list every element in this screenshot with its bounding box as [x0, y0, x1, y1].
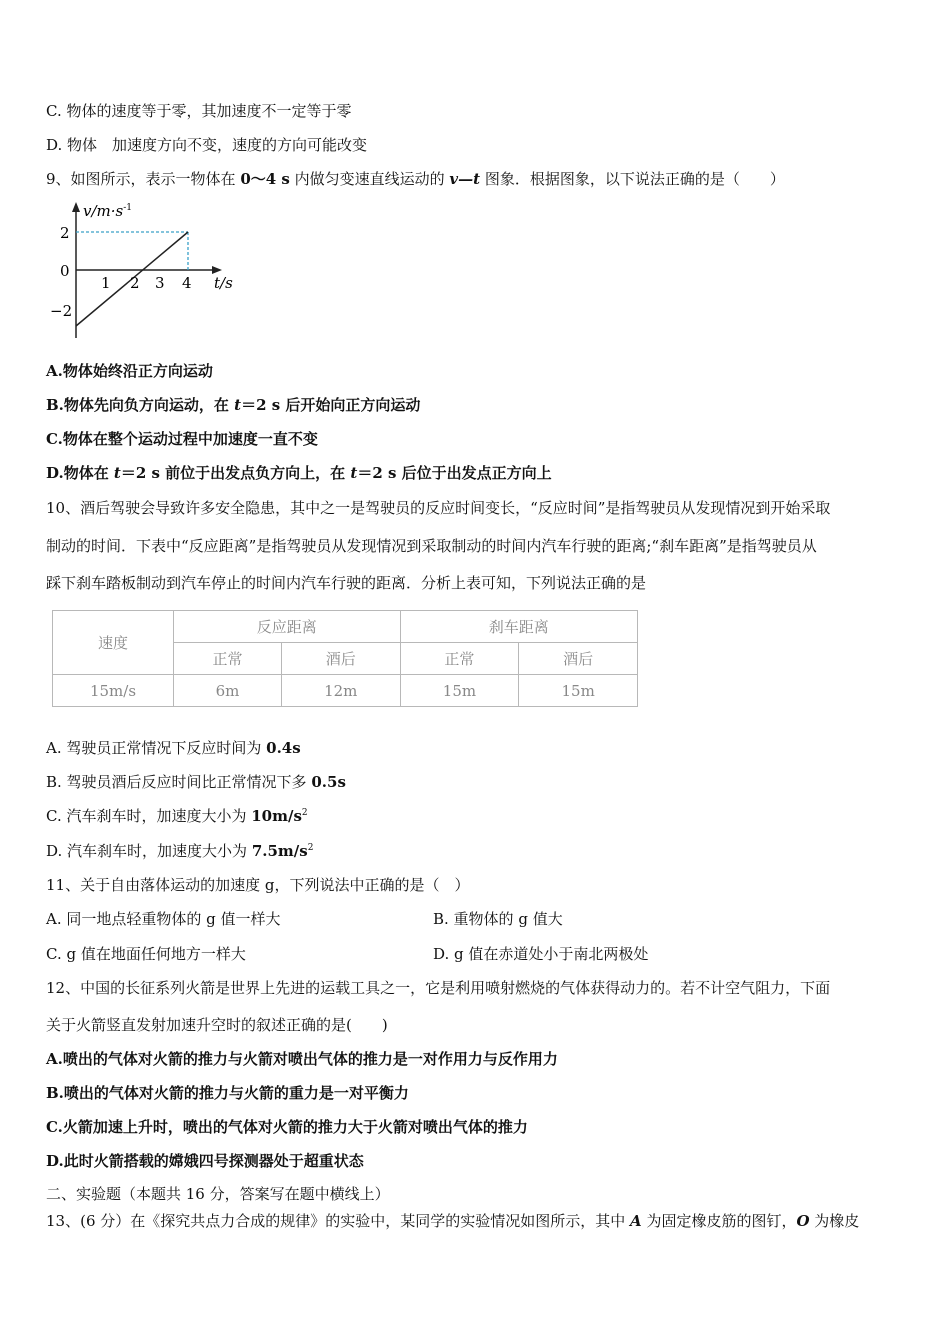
q10-stem-line3: 踩下刹车踏板制动到汽车停止的时间内汽车行驶的距离．分析上表可知，下列说法正确的是: [46, 574, 647, 592]
q11-option-c: C. g 值在地面任何地方一样大: [46, 945, 246, 963]
q10-option-a: [46, 738, 301, 758]
q10-option-c-value: 10m/s: [251, 807, 302, 825]
q13-stem-part: 为橡皮: [809, 1212, 860, 1230]
table-cell: 15m/s: [53, 675, 174, 707]
q9-option-d-part: D.物体在: [46, 464, 114, 482]
q11-option-d: D. g 值在赤道处小于南北两极处: [433, 945, 649, 963]
table-cell: 6m: [174, 675, 282, 707]
th-normal: 正常: [174, 643, 282, 675]
th-normal: 正常: [400, 643, 519, 675]
y-tick-2: 2: [60, 224, 70, 242]
th-braking-distance: 刹车距离: [400, 611, 637, 643]
q9-stem-vt: v—t: [449, 170, 481, 188]
q9-option-c: C.物体在整个运动过程中加速度一直不变: [46, 430, 318, 448]
q8-option-c: C. 物体的速度等于零，其加速度不一定等于零: [46, 102, 352, 120]
q9-stem-part: 图象．根据图象，以下说法正确的是（ ）: [480, 170, 785, 188]
q12-stem-line2: 关于火箭竖直发射加速升空时的叙述正确的是( ): [46, 1016, 388, 1034]
q13-point-o: O: [796, 1212, 810, 1230]
q9-stem: [46, 169, 785, 189]
q13-stem-part: 为固定橡皮筋的图钉，: [641, 1212, 797, 1230]
q9-option-d-part: ＝2 s 前位于出发点负方向上，在: [120, 464, 351, 482]
q10-option-b-value: 0.5s: [311, 773, 346, 791]
q12-option-d: D.此时火箭搭载的嫦娥四号探测器处于超重状态: [46, 1152, 364, 1170]
table-row: [53, 675, 638, 707]
y-axis-label: $v/m\cdot s^{-1}$: [83, 202, 132, 220]
q9-stem-part: 内做匀变速直线运动的: [289, 170, 450, 188]
q12-option-b: B.喷出的气体对火箭的推力与火箭的重力是一对平衡力: [46, 1084, 409, 1102]
q10-stem-line2: 制动的时间．下表中“反应距离”是指驾驶员从发现情况到采取制动的时间内汽车行驶的距离;“刹车距离”是指驾驶员从: [46, 537, 817, 555]
q12-option-a: A.喷出的气体对火箭的推力与火箭对喷出气体的推力是一对作用力与反作用力: [46, 1050, 558, 1068]
q13-stem-part: 13、(6 分）在《探究共点力合成的规律》的实验中，某同学的实验情况如图所示，其中: [46, 1212, 631, 1230]
y-tick-0: 0: [60, 262, 70, 280]
x-tick-1: 1: [101, 274, 111, 292]
table-cell: 12m: [281, 675, 400, 707]
q9-option-d-t: t: [350, 464, 358, 482]
q10-option-b-text: B. 驾驶员酒后反应时间比正常情况下多: [46, 773, 312, 791]
q10-option-d-text: D. 汽车刹车时，加速度大小为: [46, 842, 252, 860]
x-axis-arrow: [212, 266, 222, 274]
q10-option-c: [46, 806, 308, 826]
q9-option-b-part: ＝2 s 后开始向正方向运动: [241, 396, 421, 414]
q9-option-b: [46, 395, 420, 415]
th-reaction-distance: 反应距离: [174, 611, 401, 643]
q8-option-d: D. 物体 加速度方向不变，速度的方向可能改变: [46, 136, 368, 154]
q10-option-a-text: A. 驾驶员正常情况下反应时间为: [46, 739, 267, 757]
q11-option-a: A. 同一地点轻重物体的 g 值一样大: [46, 910, 281, 928]
q10-option-c-sup: 2: [301, 808, 308, 818]
q9-option-d-t: t: [113, 464, 121, 482]
th-drunk: 酒后: [281, 643, 400, 675]
q13-stem: [46, 1211, 859, 1231]
section2-heading: 二、实验题（本题共 16 分，答案写在题中横线上）: [46, 1185, 390, 1203]
q11-stem: 11、关于自由落体运动的加速度 g，下列说法中正确的是（ ）: [46, 876, 470, 894]
q10-option-d: [46, 841, 313, 861]
q9-option-b-t: t: [234, 396, 242, 414]
q10-option-c-text: C. 汽车刹车时，加速度大小为: [46, 807, 252, 825]
x-tick-4: 4: [182, 274, 192, 292]
q9-option-b-part: B.物体先向负方向运动，在: [46, 396, 235, 414]
th-speed: 速度: [53, 611, 174, 675]
y-tick-neg2: −2: [50, 302, 73, 320]
y-axis-arrow: [72, 202, 80, 212]
q10-option-b: [46, 772, 346, 792]
q12-option-c: C.火箭加速上升时，喷出的气体对火箭的推力大于火箭对喷出气体的推力: [46, 1118, 528, 1136]
table-cell: 15m: [519, 675, 638, 707]
x-tick-3: 3: [155, 274, 165, 292]
q12-stem-line1: 12、中国的长征系列火箭是世界上先进的运载工具之一，它是利用喷射燃烧的气体获得动力的。若不计空气阻力，下面: [46, 979, 831, 997]
q10-option-a-value: 0.4s: [266, 739, 301, 757]
q13-point-a: A: [630, 1212, 642, 1230]
q11-option-b: B. 重物体的 g 值大: [433, 910, 563, 928]
th-drunk: 酒后: [519, 643, 638, 675]
q9-option-a: A.物体始终沿正方向运动: [46, 362, 213, 380]
distance-table: [52, 610, 638, 706]
q10-option-d-value: 7.5m/s: [251, 842, 308, 860]
vt-graph: [46, 198, 246, 340]
q10-option-d-sup: 2: [307, 843, 314, 853]
x-axis-label: t/s: [214, 274, 233, 292]
q9-option-d: [46, 463, 552, 483]
q10-stem-line1: 10、酒后驾驶会导致许多安全隐患，其中之一是驾驶员的反应时间变长，“反应时间”是指驾驶员从发现情况到开始采取: [46, 499, 831, 517]
table-cell: 15m: [400, 675, 519, 707]
q9-stem-part: 9、如图所示，表示一物体在: [46, 170, 241, 188]
q9-option-d-part: ＝2 s 后位于出发点正方向上: [357, 464, 552, 482]
q9-stem-range: 0～4 s: [240, 170, 290, 188]
x-tick-2: 2: [130, 274, 140, 292]
